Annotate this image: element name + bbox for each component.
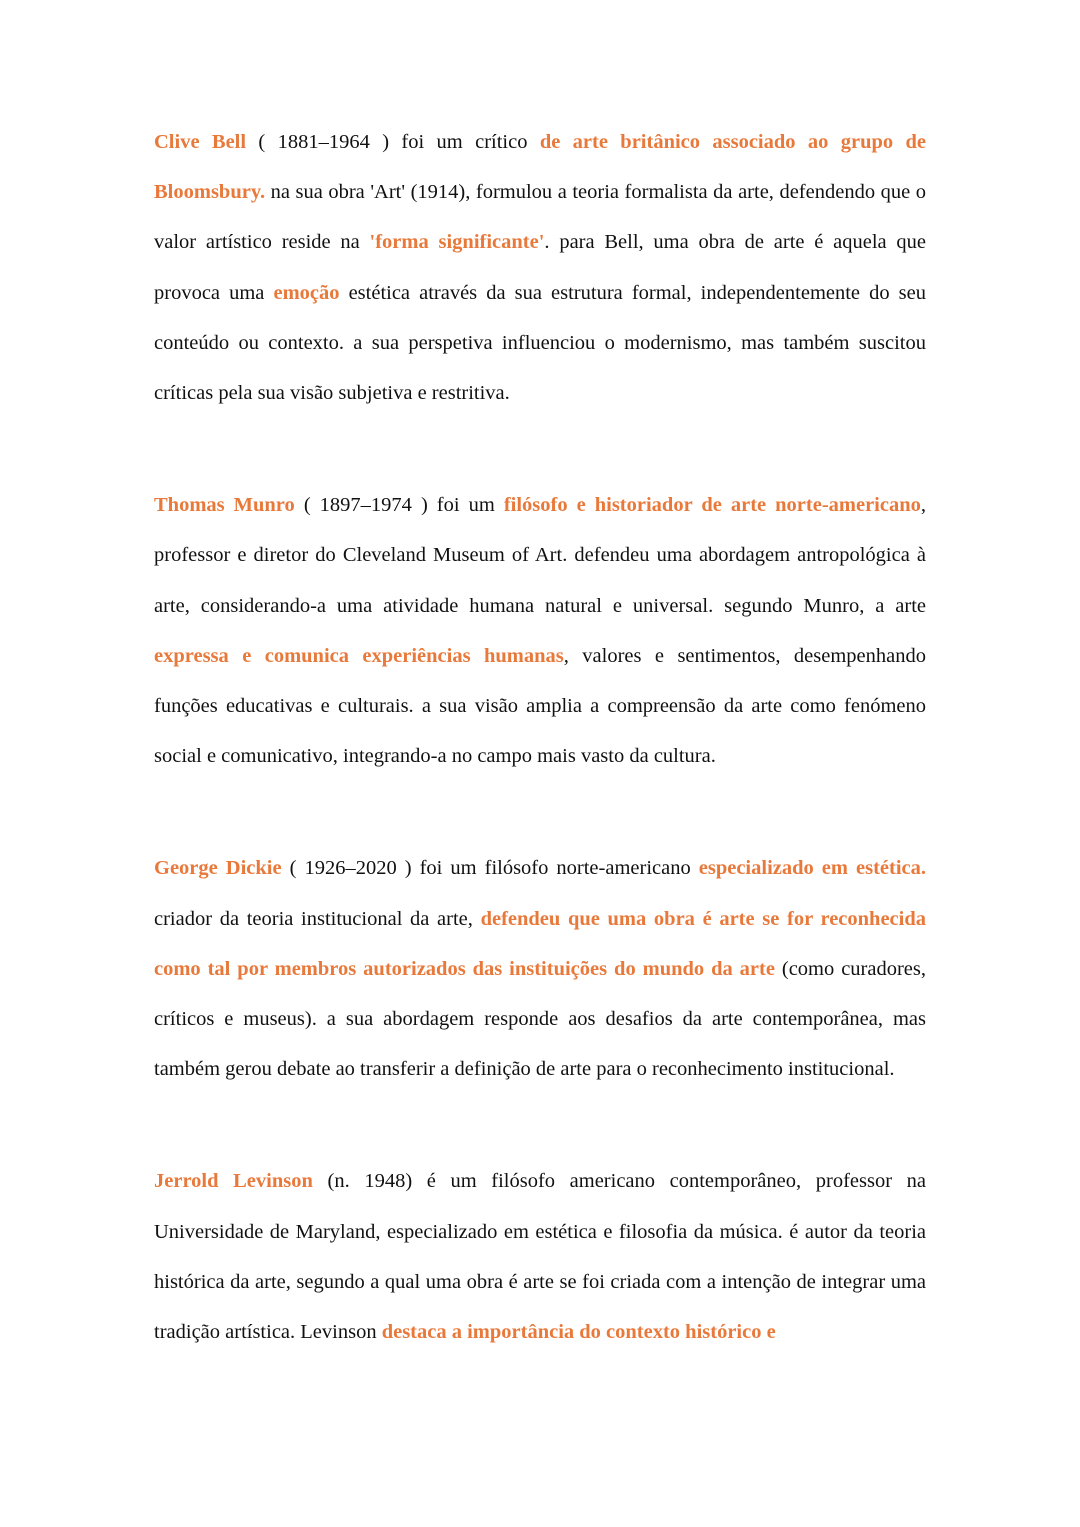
paragraph-george-dickie (154, 843, 926, 1094)
highlighted-name: Thomas Munro (154, 494, 295, 517)
paragraph-thomas-munro (154, 480, 926, 781)
body-text: ( 1881–1964 ) foi um crítico (246, 131, 540, 153)
highlighted-text: 'forma significante' (369, 231, 545, 254)
highlighted-name: Clive Bell (154, 131, 247, 153)
body-text: criador da teoria institucional da arte, (154, 907, 481, 930)
highlighted-text: expressa e comunica experiências humanas (154, 644, 564, 667)
body-text: (n. 1948) é um filósofo americano contemporâneo, professor na Universidade de Maryland, especializado em estética e filosofia da música. é autor da teoria histórica da arte, segundo a qual uma obra é arte se foi criada com a intenção de integrar uma tradição artística. Levinson (154, 1170, 926, 1344)
body-text: estética através da sua estrutura formal, independentemente do seu conteúdo ou contexto. a sua perspetiva influenciou o modernismo, mas também suscitou críticas pela sua visão subjetiva e restritiva. (154, 281, 926, 405)
highlighted-name: George Dickie (154, 857, 282, 880)
body-text: na sua obra 'Art' (1914), formulou a teoria formalista da arte, defendendo que o valor artístico reside na (154, 181, 926, 254)
highlighted-text: emoção (273, 281, 340, 304)
highlighted-text: destaca a importância do contexto histórico e (381, 1321, 776, 1344)
paragraph-clive-bell (154, 117, 926, 418)
body-text: , valores e sentimentos, desempenhando funções educativas e culturais. a sua visão amplia a compreensão da arte como fenómeno social e comunicativo, integrando-a no campo mais vasto da cultura. (154, 644, 926, 768)
paragraph-jerrold-levinson (154, 1156, 926, 1357)
document-page (154, 117, 926, 1357)
highlighted-text: filósofo e historiador de arte norte-americano (503, 494, 921, 517)
body-text: ( 1926–2020 ) foi um filósofo norte-americano (281, 857, 699, 880)
highlighted-text: de arte britânico associado ao grupo de Bloomsbury. (154, 131, 926, 204)
highlighted-text: especializado em estética. (698, 857, 926, 880)
highlighted-text: defendeu que uma obra é arte se for reconhecida como tal por membros autorizados das instituições do mundo da arte (154, 907, 926, 980)
body-text: (como curadores, críticos e museus). a sua abordagem responde aos desafios da arte contemporânea, mas também gerou debate ao transferir a definição de arte para o reconhecimento institucional. (154, 957, 926, 1081)
body-text: ( 1897–1974 ) foi um (294, 494, 504, 517)
body-text: . para Bell, uma obra de arte é aquela que provoca uma (154, 231, 926, 304)
highlighted-name: Jerrold Levinson (154, 1170, 313, 1193)
body-text: , professor e diretor do Cleveland Museum of Art. defendeu uma abordagem antropológica à arte, considerando-a uma atividade humana natural e universal. segundo Munro, a arte (154, 494, 926, 617)
